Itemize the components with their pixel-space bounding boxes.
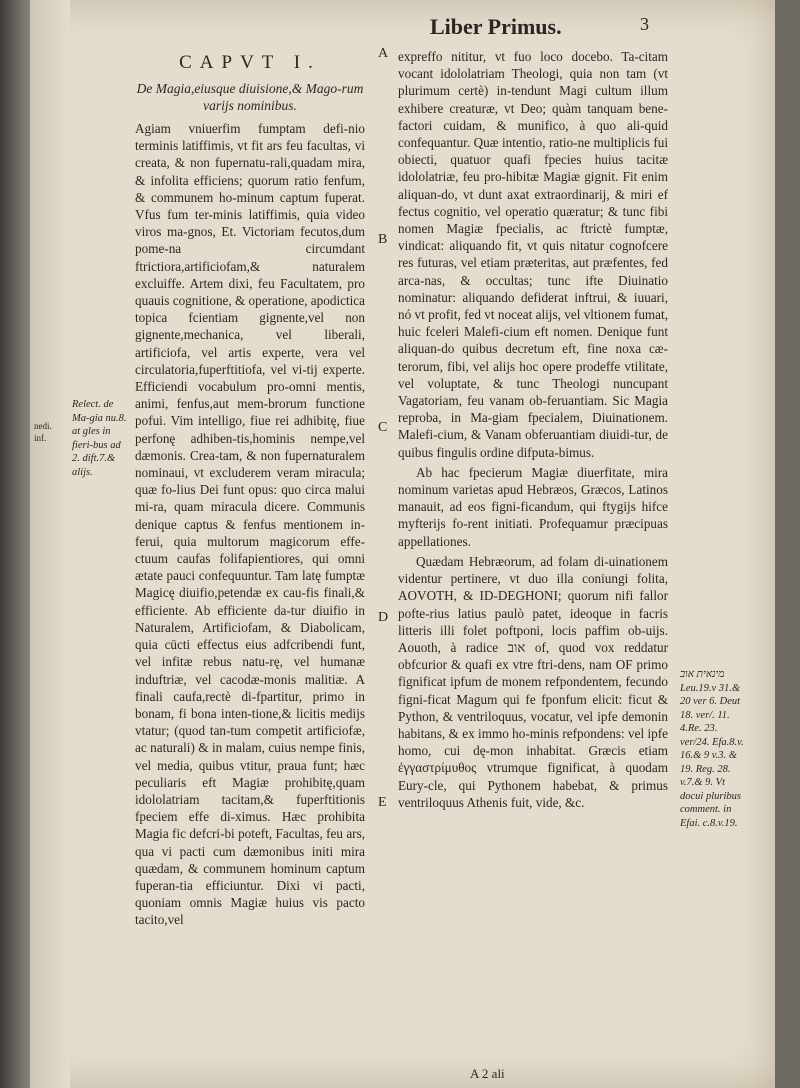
paragraph-letter-a: A	[378, 46, 389, 61]
right-marginal-note: מינאית אוב Leu.19.v 31.& 20 ver 6. Deut 18. ver/. 11. 4.Re. 23. ver/24. Efa.8.v. 16.& 9 v.3. & 19. Reg. 28. v.7.& 9. Vt docui pluribus comment. in Efai. c.8.v.19.	[680, 669, 744, 829]
chapter-heading: CAPVT I.	[179, 52, 321, 73]
paragraph-letter-b: B	[378, 232, 388, 247]
book-gutter	[0, 0, 30, 1088]
right-paragraph-3: Quædam Hebræorum, ad folam di-uinationem videntur pertinere, vt duo illa coniungi folita, AOVOTH, & ID-DEGHONI; quorum nifi fallor pofte-rius latius paulò patet, ideoque in facris litteris illi folet poftponi, locis paffim ob-uijs. Aouoth, à radice אוב of, quod vox reddatur obfcurior & quafi ex vtre ftri-dens, nam OF primo fignificat ipfum de monem refpondentem, fecundo figni-ficat Magum qui fe fponfum elicit: ficut & Python, & ventriloquus, vocatur, vel ipfe demonin habitans, & ex immo ho-minis refpondens: vel ipfe homo, cui dę-mon inhabitat. Græcis etiam ἐγγαστρίμυθος vtrumque fignificat, à quodam Eury-cle, qui Pythonem habebat, & primus ventriloquus Athenis fuit, vide, &c.	[398, 553, 668, 810]
page-number: 3	[640, 14, 649, 34]
left-body-text	[135, 120, 365, 929]
paragraph-letter-c: C	[378, 420, 388, 435]
right-paragraph-1: expreffo nititur, vt fuo loco docebo. Ta-citam vocant idololatriam Theologi, quia non tam (vt plurimum certè) in-tendunt Magi cultum illum exhibere creaturæ, vt Deo; quàm tanquam bene-factori cuidam, & munifico, à quo ali-quid confequantur. Quæ intentio, ratio-ne multiplicis fui obiecti, quatuor quafi fpecies huius tacitæ idololatriæ, feu pro-hibitæ Magiæ gignit. Fit enim aliquan-do, vt dunt axat extraordinarij, & miri ef fectus cognitio, vel operatio quæratur; & tunc fibi nomen Magiæ fpecialis, ac ftrictè fumptæ, vindicat: aliquando fit, vt quis nitatur cognofcere res futuras, vel etiam præteritas, aut præfentes, fed arca-nas, & occultas; tunc ifte Diuinatio nominatur: aliquando defiderat inftrui, & iuuari, nó vt profit, fed vt noceat alijs, vel vltionem fumat, huic fceleri Malefi-cium eft nomen. Denique funt aliquan-do quibus decretum eft, fine noxa cæ-terorum, fibi, vel alijs hoc opere prodeffe vtilitate, vel voluptate, & tunc Theologi nuncupant Vagatoriam, feu vanam ob-feruantiam. Sic Magia reproba, in Ma-giam fpecialem, Diuinationem. Malefi-cium, & Vanam obferuantiam diuidi-tur, de quibus fingulis ordine difputa-bimus.	[398, 49, 668, 460]
left-paragraph: Agiam vniuerfim fumptam defi-nio terminis latiffimis, vt fit ars feu facultas, vi creata, & non fupernatu-rali,quadam mira, & infolita efficiens; quorum ratio fenfum, & communem ho-minum captum fuperat. Vfus fum ter-minis latiffimis, quia video viros ma-gnos, Et. Victoriam fecutos,dum pome-na circumdant ftrictiora,artificiofam,& naturalem excluiffe. Artem dixi, feu Facultatem, pro quauis cognitione, & operatione, apodictica topica fcientiam gignente,vel non gignente,mechanica, vel liberali, artificiofa, vel artis experte, vera vel circulatoria,fuperftitiofa, vel vi-tij experte. Efficiendi vocabulum pro-omni mentis, animi, fenfus,aut mem-brorum functione pofui. Vim intelligo, fiue rei adhibitę, fiue perfonę adhiben-tis,hominis nempe,vel dæmonis. Crea-tam, & non fupernaturalem nominaui, vt excluderem veram miracula; quæ fo-lius Dei funt opus: quo circa malui mi-ra, quam miracula dicere. Communis denique captus & fenfus mentionem in-ferui, quia multorum magicorum effe-ctuum caufas folifapientiores, qui omni ætate pauci confequuntur. Tam latę fumptæ Magicę diuifio,petendæ ex cau-fis finali,& efficiente. Ab efficiente da-tur diuifio in Naturalem, Artificiofam, & Diabolicam, quia cūcti effectus eius adfcribendi funt, vel infitæ rebus natu-rę, vel humanæ induftriæ, vel cacodæ-monis malitiæ. A finali caufa,rectè di-fpartitur, primo in bonam, fi bona inten-tione,& licitis medijs vtatur; (quod tan-tum competit artificiofæ, ac naturali) & in malam, cuius nempe finis, vel media, quibus vtitur, praua funt; hæc peculiaris eft Magiæ prohibitę,quam idololatriam tacitam,& fuperftitionis fpeciem effe di-ximus. Hæc prohibita Magia fic defcri-bi poteft, Facultas, feu ars, qua vi pacti cum dæmonibus initi mira quædam, & communem hominum captum fuperan-tia efficiuntur. Dixi vi pacti, quoniam omnis Magiæ huius vis pacto tacito,vel	[135, 121, 365, 928]
left-column	[135, 48, 365, 932]
left-edge-bleed: nedi. inf.	[34, 421, 52, 443]
page-inner-edge	[30, 0, 70, 1088]
right-body-text	[398, 48, 668, 811]
right-paragraph-2: Ab hac fpecierum Magiæ diuerfitate, mira nominum varietas apud Hebræos, Græcos, Latinos manauit, ad eos figni-ficandum, qui ftygijs hifce myfterijs fo-rent initiati. Profequamur præcipuas appellationes.	[398, 464, 668, 549]
running-head: Liber Primus.	[430, 14, 562, 39]
left-marginal-note: Relect. de Ma-gia nu.8. at gles in fieri-bus ad 2. dift.7.& alijs.	[72, 399, 127, 478]
catchword: A 2 ali	[470, 1066, 505, 1081]
right-column	[398, 48, 668, 814]
paragraph-letter-e: E	[378, 795, 387, 810]
chapter-subtitle: De Magia,eiusque diuisione,& Mago-rum varijs nominibus.	[136, 81, 364, 113]
paragraph-letter-d: D	[378, 610, 389, 625]
